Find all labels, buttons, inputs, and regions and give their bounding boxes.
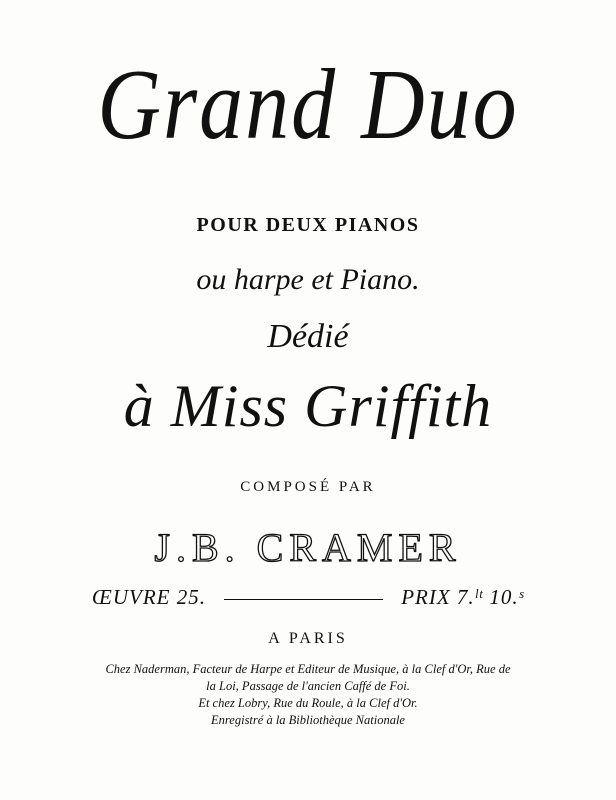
publication-city: A PARIS xyxy=(268,630,348,647)
opus-number: ŒUVRE 25. xyxy=(92,584,206,609)
opus-price-row xyxy=(92,584,524,610)
dedicatee-name: à Miss Griffith xyxy=(123,373,493,439)
opus-price-divider xyxy=(224,599,383,600)
publisher-line: la Loi, Passage de l'ancien Caffé de Foi. xyxy=(206,679,410,693)
instrumentation: ou harpe et Piano. xyxy=(196,263,420,296)
composed-by-label: COMPOSÉ PAR xyxy=(240,479,376,495)
price: PRIX 7.ˡᵗ 10.ˢ xyxy=(401,584,524,609)
composer-name: J.B. CRAMER xyxy=(154,525,462,570)
publisher-line: Chez Naderman, Facteur de Harpe et Editeur de Musique, à la Clef d'Or, Rue de xyxy=(105,662,511,676)
dedication-word: Dédié xyxy=(267,318,349,355)
work-subtitle: POUR DEUX PIANOS xyxy=(196,214,420,236)
work-title: Grand Duo xyxy=(97,49,519,162)
registration-line: Enregistré à la Bibliothèque Nationale xyxy=(211,713,405,727)
publisher-line: Et chez Lobry, Rue du Roule, à la Clef d'Or. xyxy=(198,696,418,710)
